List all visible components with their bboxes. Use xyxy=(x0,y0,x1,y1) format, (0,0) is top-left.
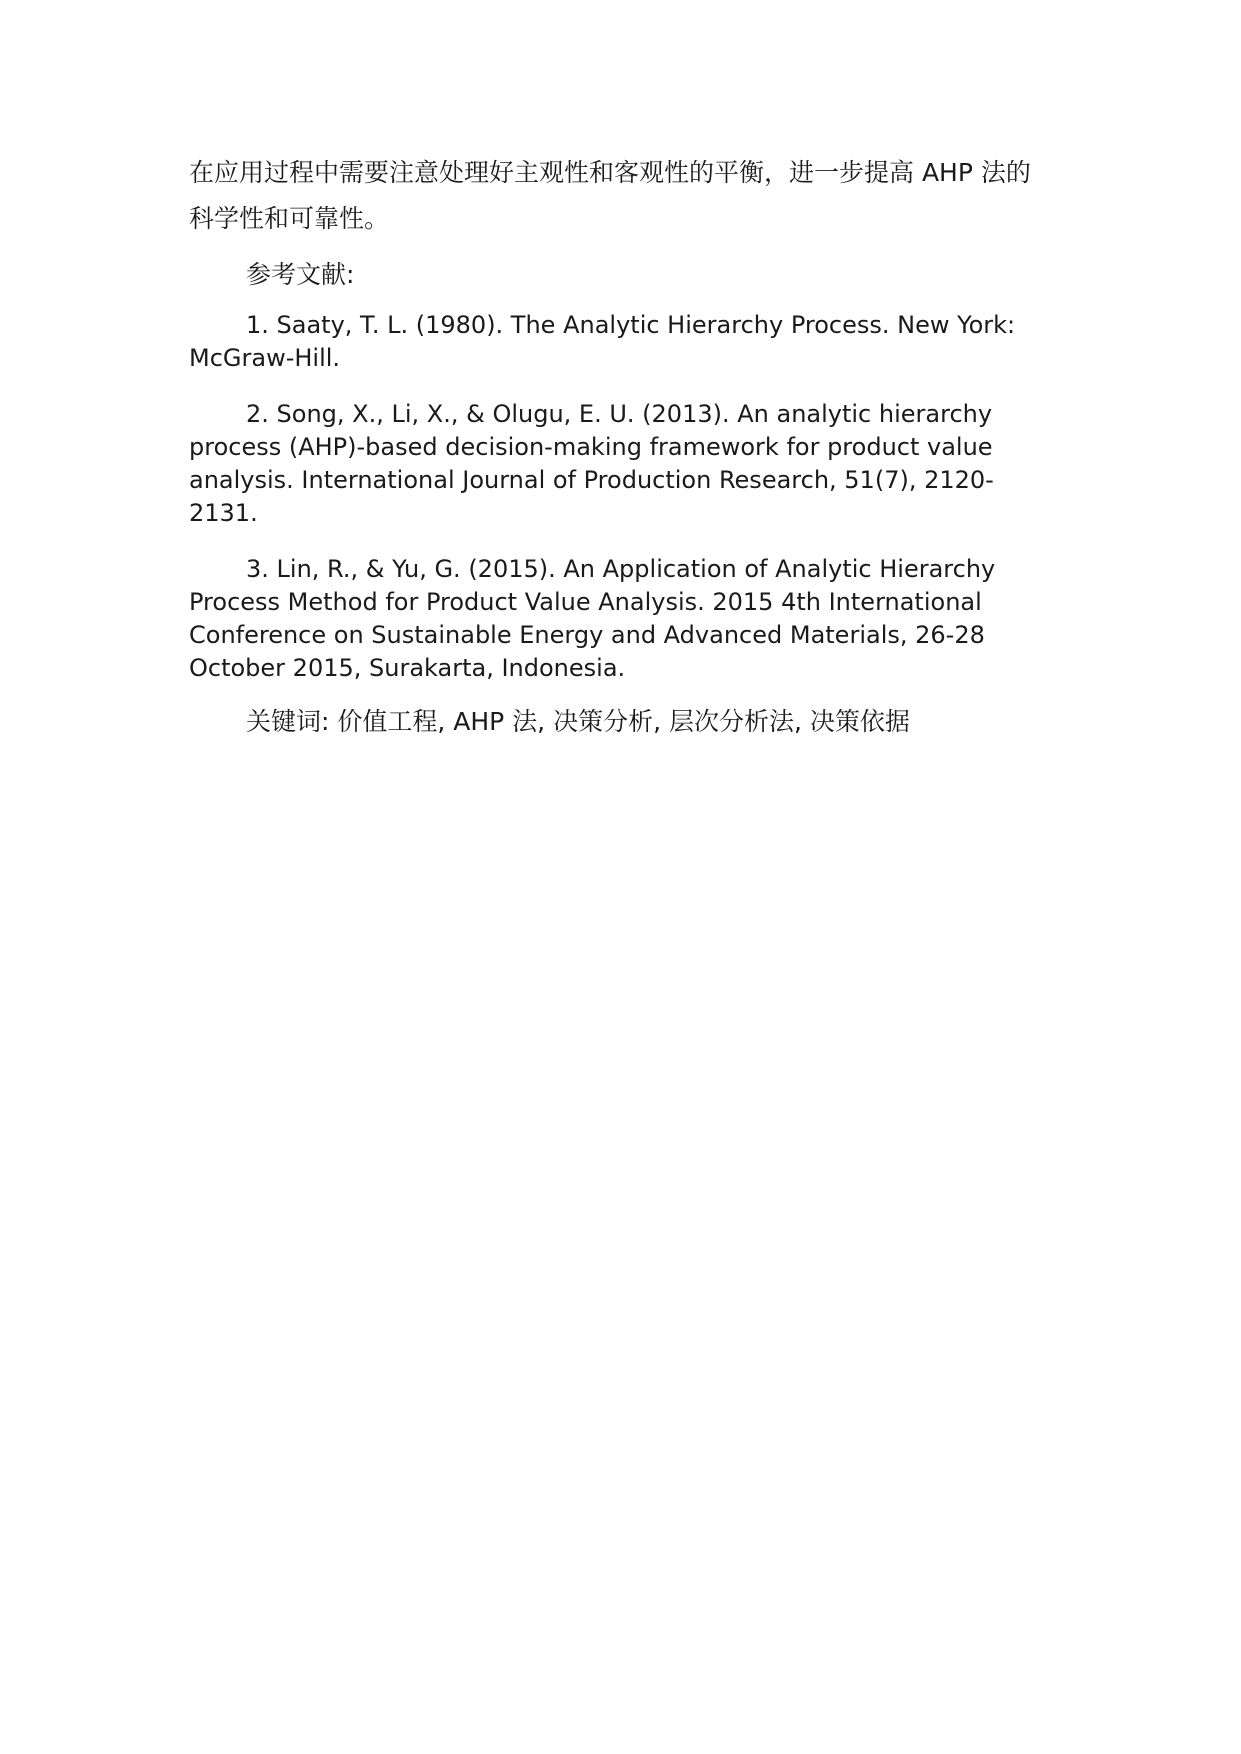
body-paragraph: 在应用过程中需要注意处理好主观性和客观性的平衡，进一步提高 AHP 法的科学性和可靠性。 xyxy=(189,158,1031,233)
page-content xyxy=(189,150,1039,739)
reference-item-3: 3. Lin, R., & Yu, G. (2015). An Application of Analytic Hierarchy Process Method for Product Value Analysis. 2015 4th International Conference on Sustainable Energy and Advanced Materials, 26-28 October 2015, Surakarta, Indonesia. xyxy=(189,555,996,682)
reference-item-2: 2. Song, X., Li, X., & Olugu, E. U. (2013). An analytic hierarchy process (AHP)-based decision-making framework for product value analysis. International Journal of Production Research, 51(7), 2120-2131. xyxy=(189,400,994,527)
keywords-line: 关键词: 价值工程, AHP 法, 决策分析, 层次分析法, 决策依据 xyxy=(246,707,910,736)
references-heading: 参考文献: xyxy=(246,260,355,289)
reference-item-1: 1. Saaty, T. L. (1980). The Analytic Hierarchy Process. New York: McGraw-Hill. xyxy=(189,311,1016,372)
